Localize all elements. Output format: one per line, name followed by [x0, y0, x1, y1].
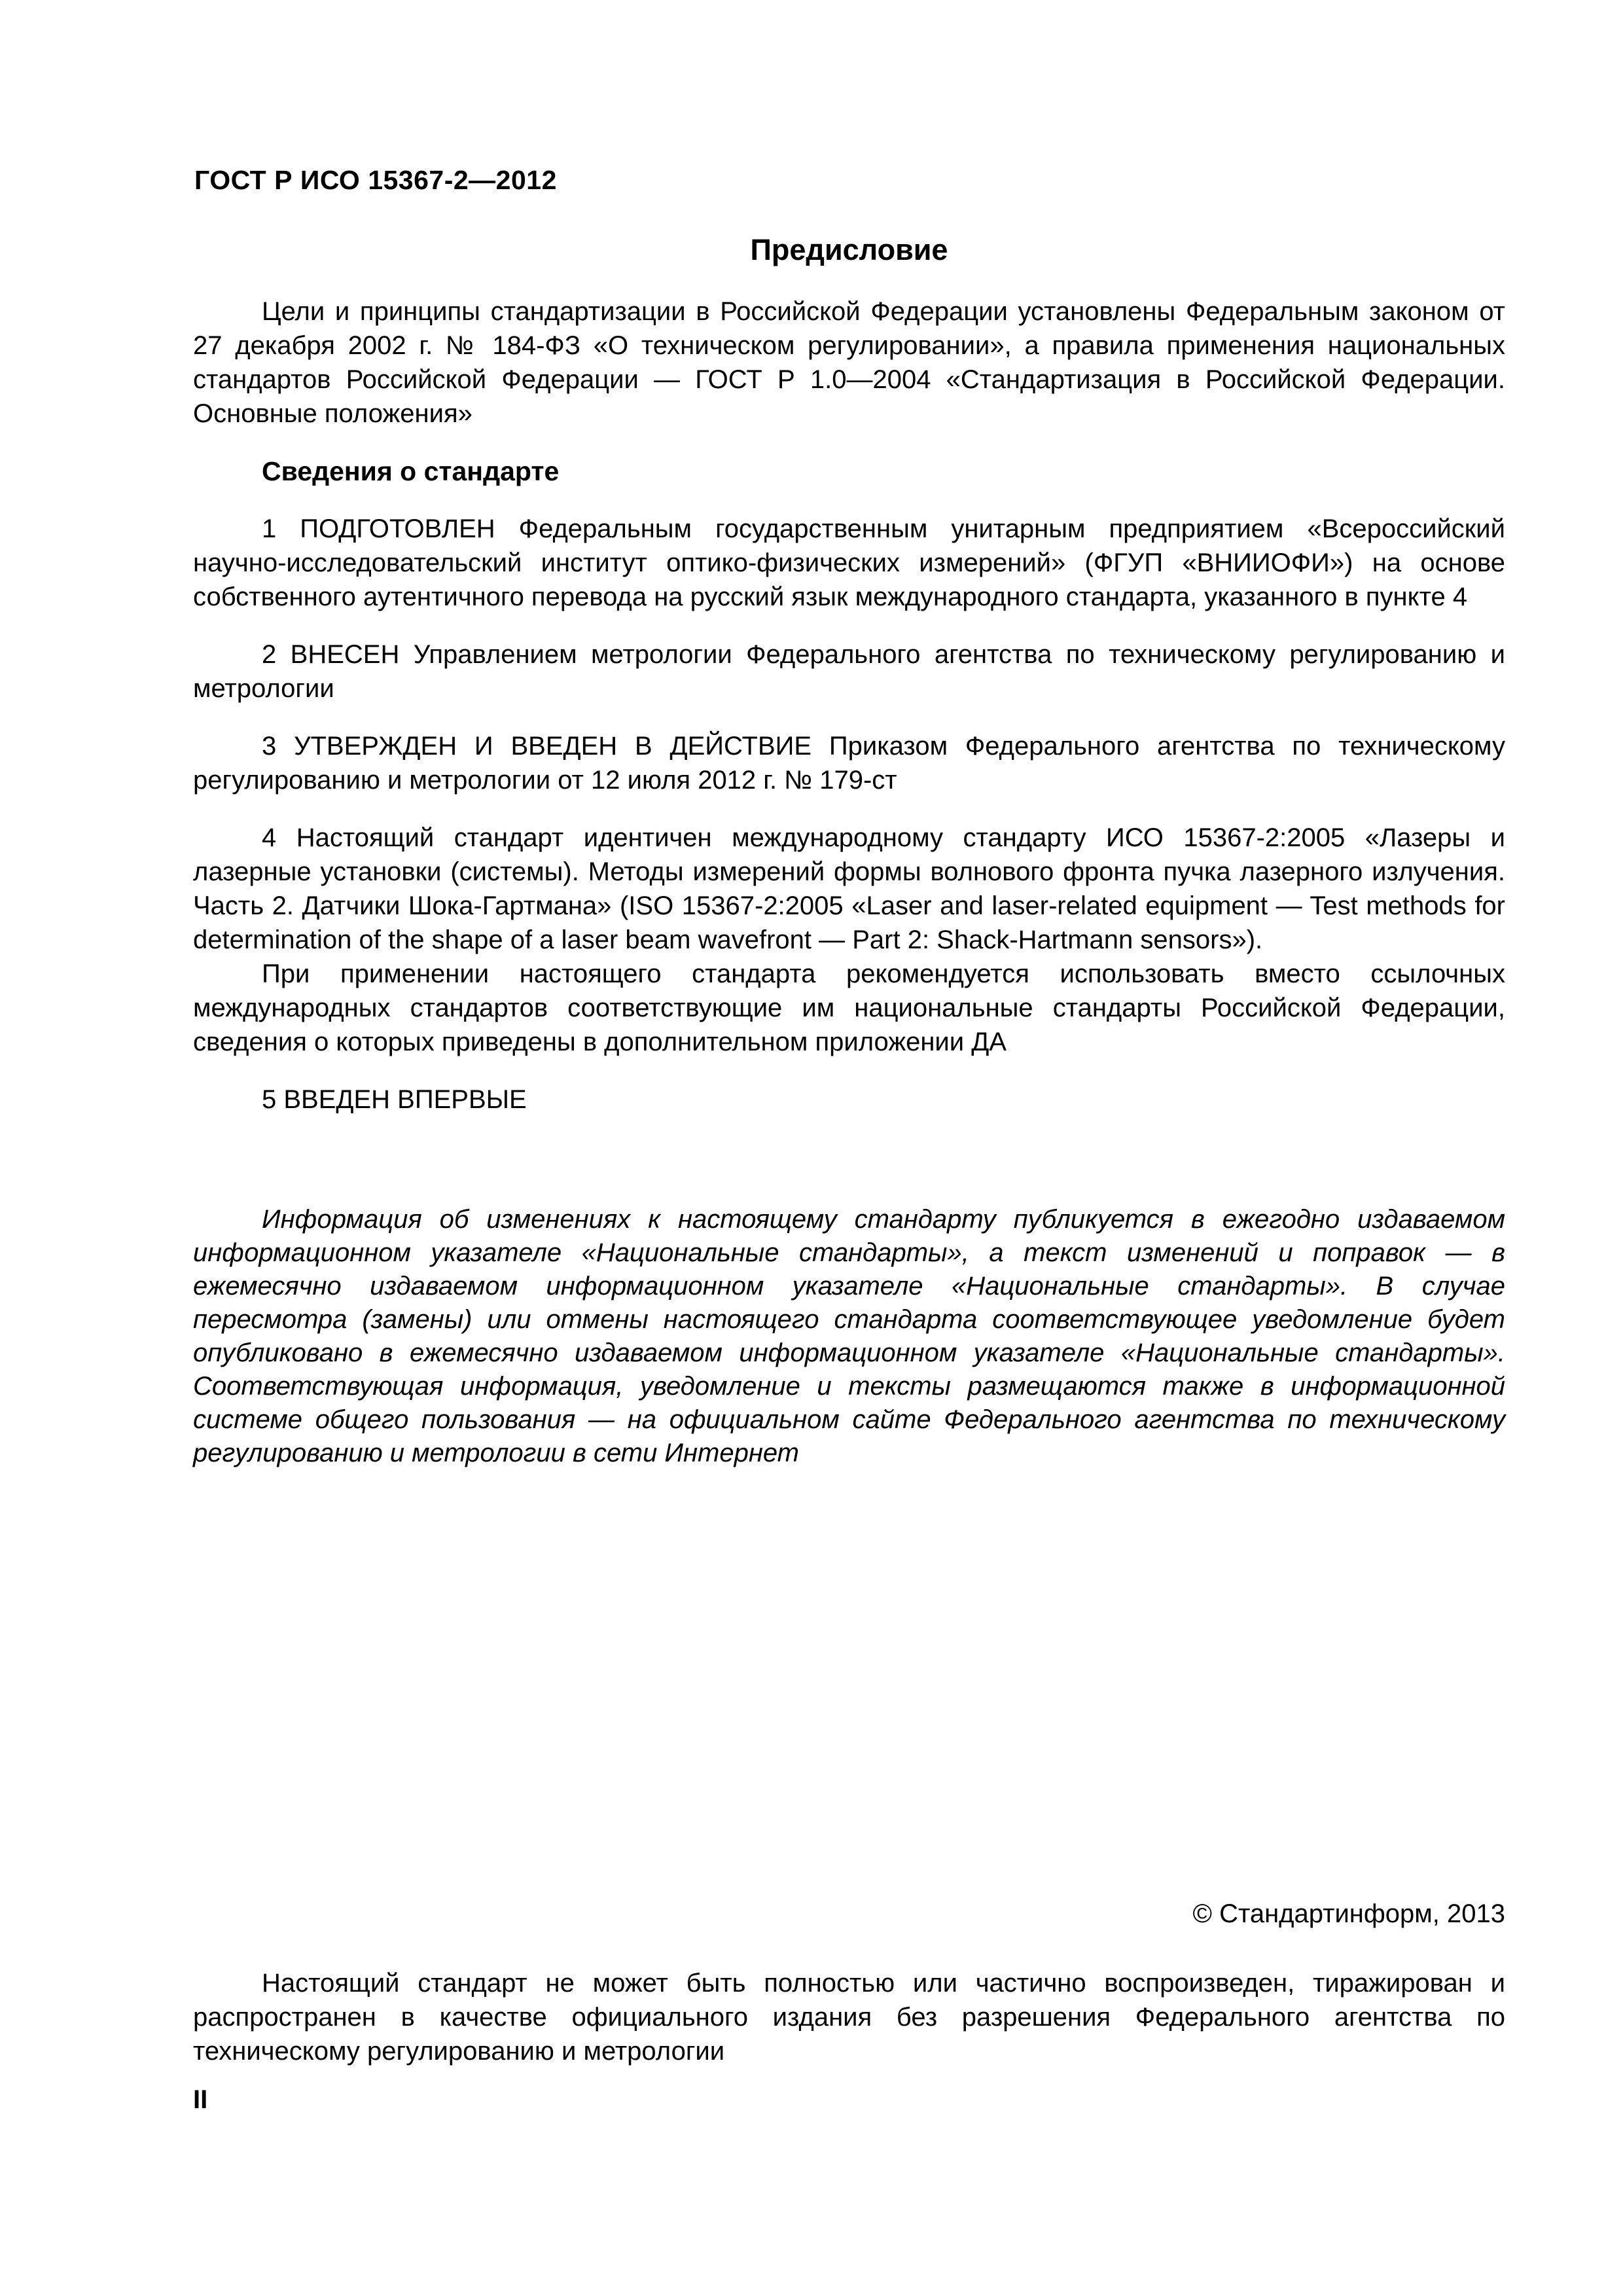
standard-info-item-1: 1 ПОДГОТОВЛЕН Федеральным государственным унитарным предприятием «Всероссийский научно-исследовательский институт оптико-физических измерений» (ФГУП «ВНИИОФИ») на основе собственного аутентичного перевода на русский язык международного стандарта, указанного в пункте 4 — [193, 514, 1505, 611]
page-number: II — [193, 2085, 208, 2114]
standard-info-item-5: 5 ВВЕДЕН ВПЕРВЫЕ — [262, 1085, 527, 1114]
standard-info-heading: Сведения о стандарте — [262, 456, 560, 486]
distribution-notice: Настоящий стандарт не может быть полностью или частично воспроизведен, тиражирован и распространен в качестве официального издания без разрешения Федерального агентства по техническому регулированию и метрологии — [193, 1969, 1505, 2066]
amendments-note: Информация об изменениях к настоящему стандарту публикуется в ежегодно издаваемом информационном указателе «Национальные стандарты», а текст изменений и поправок — в ежемесячно издаваемом информационном указателе «Национальные стандарты». В случае пересмотра (замены) или отмены настоящего стандарта соответствующее уведомление будет опубликовано в ежемесячно издаваемом информационном указателе «Национальные стандарты». Соответствующая информация, уведомление и тексты размещаются также в информационной системе общего пользования — на официальном сайте Федерального агентства по техническому регулированию и метрологии в сети Интернет — [193, 1205, 1505, 1467]
copyright-line: © Стандартинформ, 2013 — [1192, 1899, 1505, 1928]
standard-info-item-4: 4 Настоящий стандарт идентичен международному стандарту ИСО 15367-2:2005 «Лазеры и лазерные установки (системы). Методы измерений формы волнового фронта пучка лазерного излучения. Часть 2. Датчики Шока-Гартмана» (ISO 15367-2:2005 «Laser and laser-related equipment — Test methods for determination of the shape of a laser beam wavefront — Part 2: Shack-Hartmann sensors»). — [193, 823, 1505, 954]
intro-paragraph: Цели и принципы стандартизации в Российской Федерации установлены Федеральным законом от 27 декабря 2002 г. № 184-ФЗ «О техническом регулировании», а правила применения национальных стандартов Российской Федерации — ГОСТ Р 1.0—2004 «Стандартизация в Российской Федерации. Основные положения» — [193, 297, 1505, 428]
foreword-body — [193, 295, 1505, 1470]
standard-info-item-3: 3 УТВЕРЖДЕН И ВВЕДЕН В ДЕЙСТВИЕ Приказом Федерального агентства по техническому регулированию и метрологии от 12 июля 2012 г. № 179-ст — [193, 732, 1505, 795]
standard-info-item-2: 2 ВНЕСЕН Управлением метрологии Федерального агентства по техническому регулированию и метрологии — [193, 640, 1505, 703]
doc-code-header: ГОСТ Р ИСО 15367-2—2012 — [194, 165, 557, 195]
standard-info-item-4-continuation: При применении настоящего стандарта рекомендуется использовать вместо ссылочных международных стандартов соответствующие им национальные стандарты Российской Федерации, сведения о которых приведены в дополнительном приложении ДА — [193, 960, 1505, 1056]
page-title: Предисловие — [750, 233, 948, 266]
